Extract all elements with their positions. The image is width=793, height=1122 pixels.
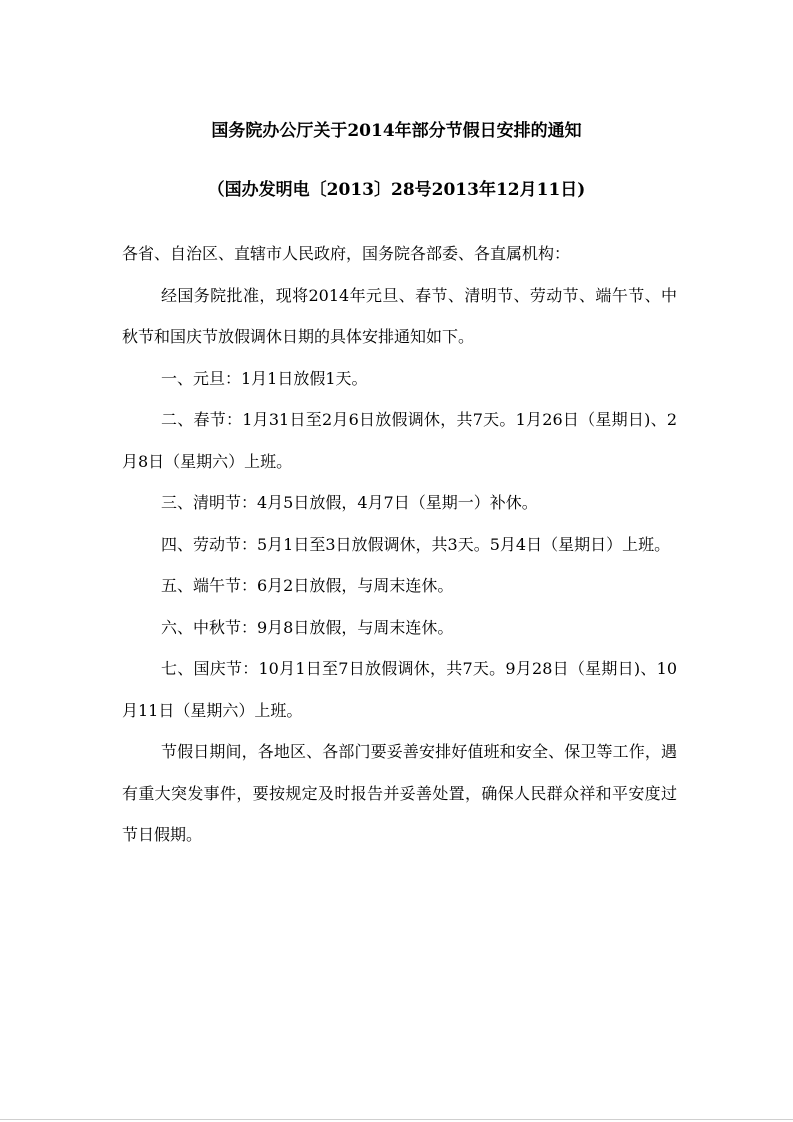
closing-paragraph: 节假日期间，各地区、各部门要妥善安排好值班和安全、保卫等工作，遇有重大突发事件，要按规定及时报告并妥善处置，确保人民群众祥和平安度过节日假期。	[122, 742, 677, 844]
document-number: （国办发明电〔2013〕28号2013年12月11日)	[207, 180, 586, 200]
holiday-item-dragon-boat: 五、端午节：6月2日放假，与周末连休。	[161, 576, 454, 595]
document-title: 国务院办公厅关于2014年部分节假日安排的通知	[211, 121, 582, 141]
holiday-item-spring-festival: 二、春节：1月31日至2月6日放假调休，共7天。1月26日（星期日)、2月8日（星期六）上班。	[122, 410, 677, 471]
holiday-item-qingming: 三、清明节：4月5日放假，4月7日（星期一）补休。	[161, 493, 538, 512]
holiday-item-national-day: 七、国庆节：10月1日至7日放假调休，共7天。9月28日（星期日)、10月11日（星期六）上班。	[122, 659, 677, 720]
salutation: 各省、自治区、直辖市人民政府，国务院各部委、各直属机构：	[122, 244, 571, 263]
holiday-item-mid-autumn: 六、中秋节：9月8日放假，与周末连休。	[161, 617, 454, 637]
holiday-item-labor-day: 四、劳动节：5月1日至3日放假调休，共3天。5月4日（星期日）上班。	[161, 534, 671, 554]
document-body	[122, 233, 677, 856]
page-bottom-divider	[0, 1119, 793, 1120]
holiday-item-new-year: 一、元旦：1月1日放假1天。	[161, 368, 368, 388]
intro-paragraph: 经国务院批准，现将2014年元旦、春节、清明节、劳动节、端午节、中秋节和国庆节放假调休日期的具体安排通知如下。	[122, 285, 677, 346]
